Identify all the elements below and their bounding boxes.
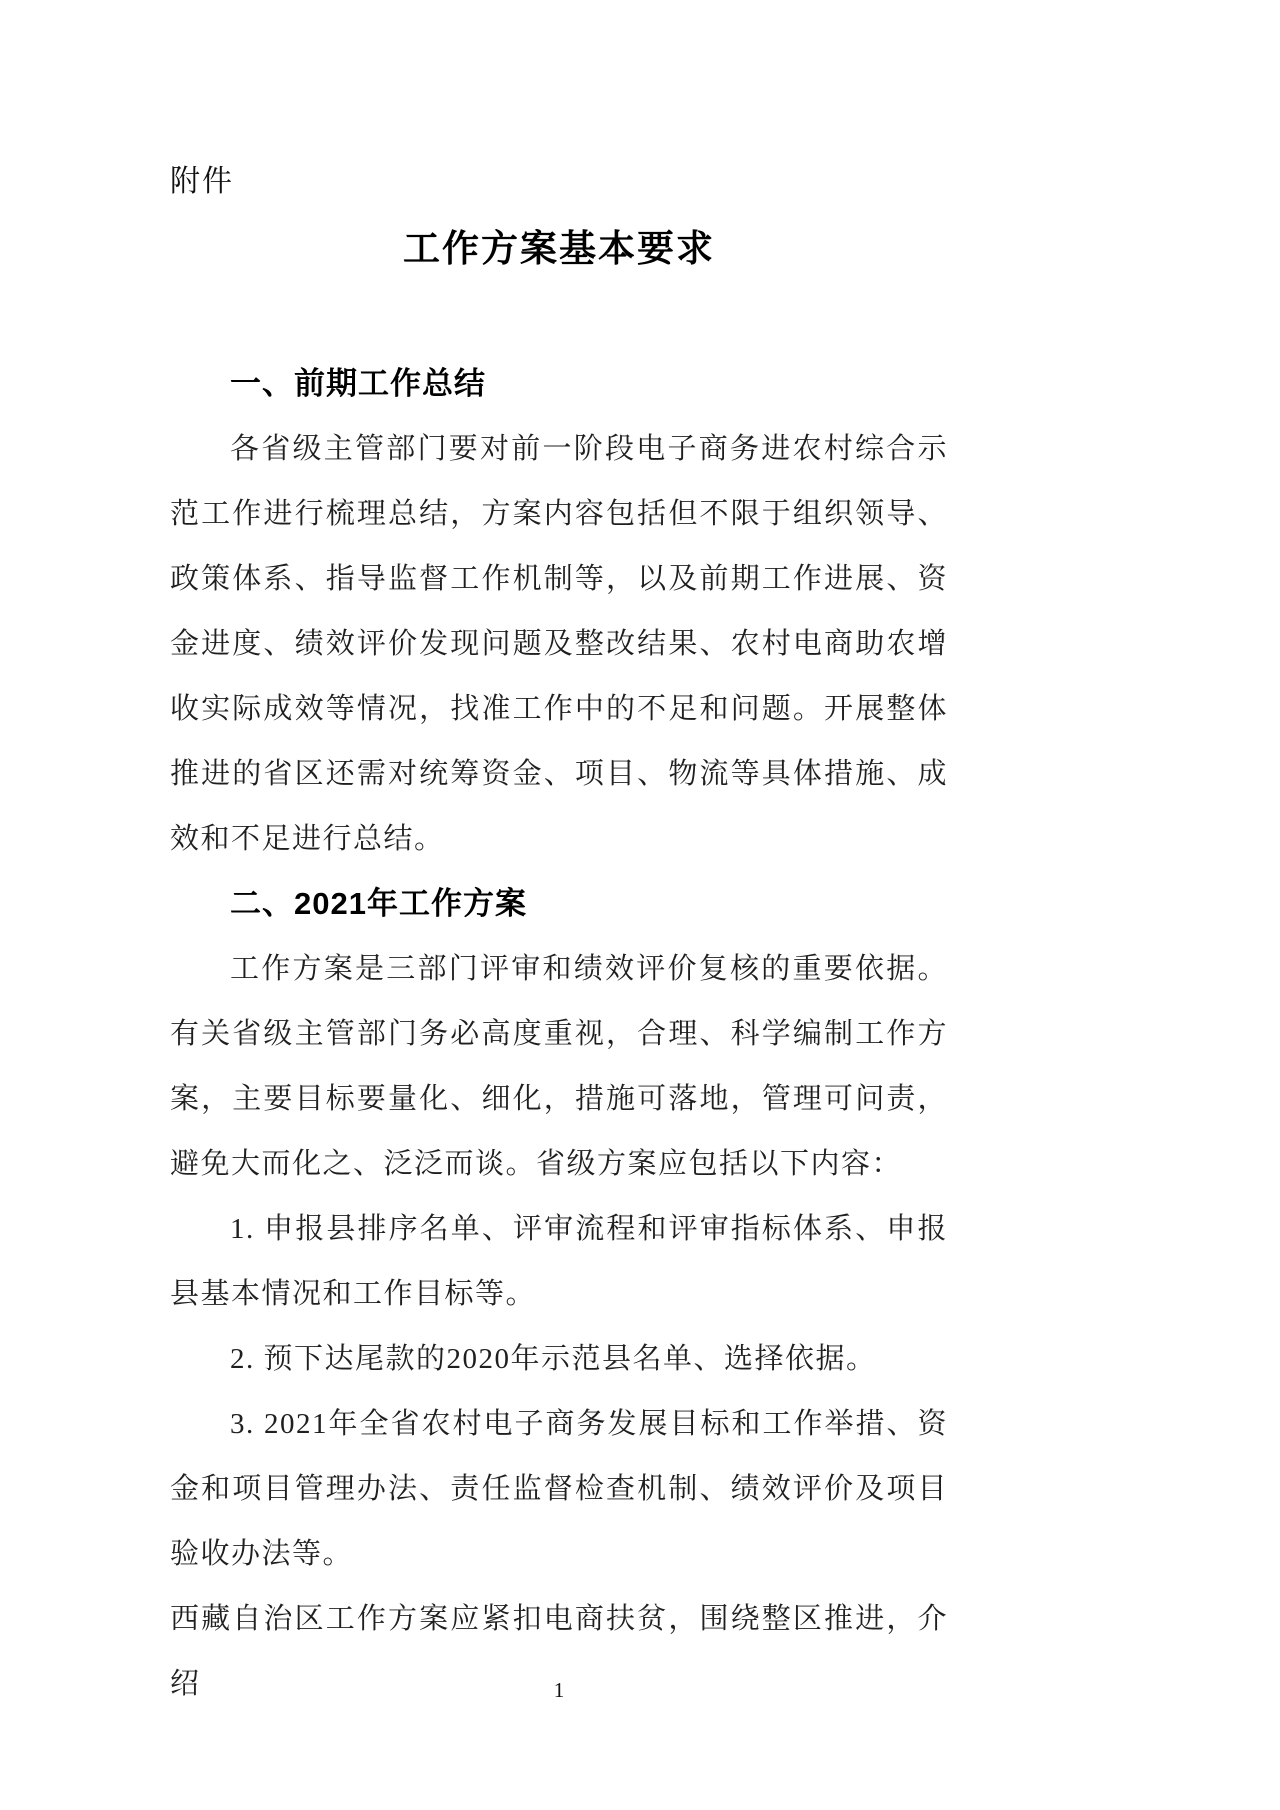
page-number: 1 xyxy=(553,1678,565,1702)
attachment-label: 附件 xyxy=(170,165,234,198)
paragraph-tibet-note: 西藏自治区工作方案应紧扣电商扶贫，围绕整区推进，介绍 xyxy=(170,1603,948,1700)
section-heading-1: 一、前期工作总结 xyxy=(230,366,486,401)
paragraph-previous-work-summary: 各省级主管部门要对前一阶段电子商务进农村综合示范工作进行梳理总结，方案内容包括但不限于组织领导、政策体系、指导监督工作机制等，以及前期工作进展、资金进度、绩效评价发现问题及整改结果、农村电商助农增收实际成效等情况，找准工作中的不足和问题。开展整体推进的省区还需对统筹资金、项目、物流等具体措施、成效和不足进行总结。 xyxy=(170,433,948,855)
list-item-1: 1. 申报县排序名单、评审流程和评审指标体系、申报县基本情况和工作目标等。 xyxy=(170,1213,948,1310)
section-heading-2: 二、2021年工作方案 xyxy=(230,886,527,921)
document-title: 工作方案基本要求 xyxy=(403,228,715,269)
paragraph-plan-intro: 工作方案是三部门评审和绩效评价复核的重要依据。有关省级主管部门务必高度重视，合理、科学编制工作方案，主要目标要量化、细化，措施可落地，管理可问责，避免大而化之、泛泛而谈。省级方案应包括以下内容： xyxy=(170,953,948,1180)
list-item-2: 2. 预下达尾款的2020年示范县名单、选择依据。 xyxy=(230,1343,877,1375)
list-item-3: 3. 2021年全省农村电子商务发展目标和工作举措、资金和项目管理办法、责任监督检查机制、绩效评价及项目验收办法等。 xyxy=(170,1408,948,1570)
